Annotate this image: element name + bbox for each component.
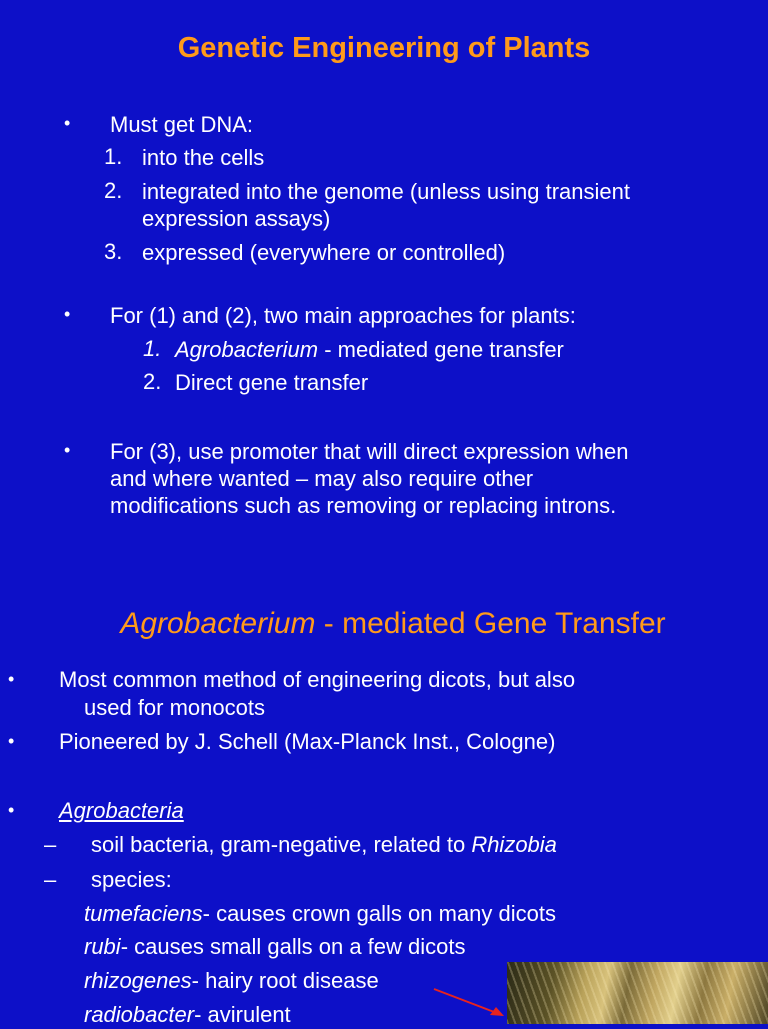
dash-soil-bacteria — [91, 831, 557, 859]
agrobacteria-underlined: Agrobacteria — [59, 798, 184, 823]
bullet-marker: • — [8, 731, 15, 751]
species-rhizogenes — [84, 967, 379, 995]
bullet-common-method-cont: used for monocots — [84, 695, 265, 720]
dash-marker: – — [44, 867, 57, 892]
slide2-title — [0, 607, 768, 641]
rhizobia-italic: Rhizobia — [471, 832, 557, 857]
species-tumefaciens — [84, 900, 556, 928]
bullet-promoter-line3: modifications such as removing or replacing introns. — [110, 493, 617, 518]
bullet-agrobacteria — [59, 797, 184, 825]
species-desc: - avirulent — [194, 1002, 291, 1027]
slide1-title: Genetic Engineering of Plants — [177, 32, 591, 64]
list-item-direct-transfer: Direct gene transfer — [175, 370, 369, 395]
species-name: tumefaciens — [84, 901, 203, 926]
bullet-must-get-dna: Must get DNA: — [110, 112, 254, 137]
list-number: 3. — [104, 239, 123, 264]
soil-bacteria-text: soil bacteria, gram-negative, related to — [91, 832, 472, 857]
dash-species: species: — [91, 867, 172, 892]
agrobacterium-rest: - mediated gene transfer — [318, 337, 564, 362]
species-desc: - causes crown galls on many dicots — [202, 901, 556, 926]
bullet-marker: • — [8, 669, 15, 689]
arrow-shaft — [434, 989, 502, 1015]
hairy-root-photo — [507, 962, 768, 1024]
list-item-into-cells: into the cells — [142, 145, 265, 170]
dash-marker: – — [44, 832, 57, 857]
list-number: 1. — [143, 336, 162, 361]
species-radiobacter — [84, 1001, 291, 1029]
species-desc: - hairy root disease — [191, 968, 379, 993]
bullet-marker: • — [8, 800, 15, 820]
list-item-integrated: integrated into the genome (unless using transient — [142, 179, 630, 204]
bullet-marker: • — [64, 304, 71, 324]
agrobacterium-italic: Agrobacterium — [175, 337, 319, 362]
bullet-pioneered: Pioneered by J. Schell (Max-Planck Inst., Cologne) — [59, 729, 556, 754]
red-arrow-icon — [432, 985, 512, 1021]
list-item-agrobacterium — [175, 336, 564, 363]
species-desc: - causes small galls on a few dicots — [120, 934, 466, 959]
list-number: 2. — [143, 369, 162, 394]
list-number: 2. — [104, 178, 123, 203]
list-number: 1. — [104, 144, 123, 169]
bullet-promoter-line2: and where wanted – may also require other — [110, 466, 534, 491]
list-item-integrated-cont: expression assays) — [142, 206, 331, 231]
species-name: rubi — [84, 934, 121, 959]
species-rubi — [84, 933, 466, 961]
title-italic: Agrobacterium — [120, 607, 316, 640]
species-name: radiobacter — [84, 1002, 195, 1027]
bullet-marker: • — [64, 440, 71, 460]
bullet-promoter-line1: For (3), use promoter that will direct expression when — [110, 439, 629, 464]
bullet-two-approaches: For (1) and (2), two main approaches for plants: — [110, 303, 576, 328]
bullet-marker: • — [64, 113, 71, 133]
bullet-common-method: Most common method of engineering dicots, but also — [59, 667, 576, 692]
list-item-expressed: expressed (everywhere or controlled) — [142, 240, 506, 265]
species-name: rhizogenes — [84, 968, 192, 993]
title-rest: - mediated Gene Transfer — [315, 607, 666, 640]
photo-texture — [507, 962, 768, 1024]
